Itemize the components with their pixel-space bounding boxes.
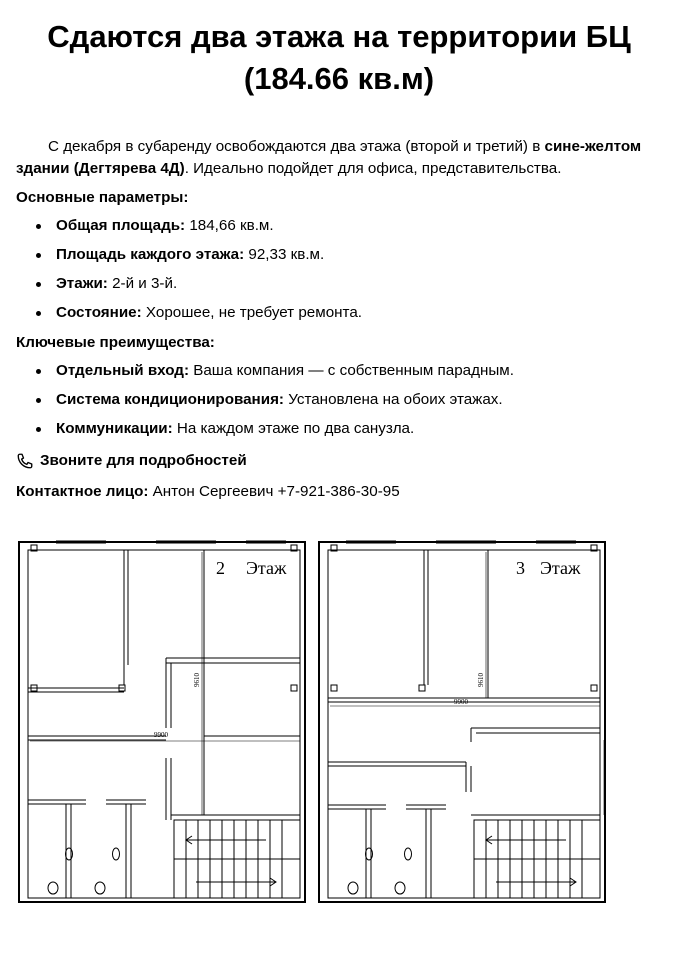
list-item (36, 303, 362, 332)
advantage-value: Установлена на обоих этажах. (284, 391, 503, 408)
list-item (36, 419, 514, 448)
intro-building-name: сине-желтом здании (Дегтярева 4Д) (16, 138, 642, 177)
height-dimension: 9610 (477, 673, 485, 687)
advantage-value: Ваша компания — с собственным парадным. (189, 362, 514, 379)
contact-value: Антон Сергеевич +7-921-386-30-95 (148, 483, 400, 500)
list-item (36, 390, 514, 419)
floor-label: Этаж (246, 558, 287, 578)
page-title (0, 16, 678, 100)
floor-number: 2 (216, 558, 225, 578)
param-label: Этажи: (56, 275, 108, 292)
advantage-label: Система кондиционирования: (56, 391, 284, 408)
advantages-list (36, 361, 514, 448)
floor-number: 3 (516, 558, 525, 578)
intro-paragraph (16, 136, 666, 180)
title-line-2: (184.66 кв.м) (243, 61, 435, 96)
phone-icon (16, 452, 34, 470)
list-item (36, 361, 514, 390)
list-item (36, 216, 362, 245)
floor-label: Этаж (540, 558, 581, 578)
param-value: 184,66 кв.м. (185, 217, 274, 234)
height-dimension: 9610 (193, 673, 201, 687)
contact-label: Контактное лицо: (16, 483, 149, 500)
params-heading: Основные параметры: (16, 189, 189, 206)
advantages-heading: Ключевые преимущества: (16, 334, 215, 351)
call-cta (16, 451, 247, 471)
list-item (36, 245, 362, 274)
call-text: Звоните для подробностей (40, 452, 247, 469)
intro-text-2: . Идеально подойдет для офиса, представительства. (184, 160, 562, 177)
floor-plan-3 (316, 530, 612, 920)
floor-plan-2 (16, 530, 312, 920)
param-value: 92,33 кв.м. (244, 246, 325, 263)
params-list (36, 216, 362, 332)
advantage-label: Отдельный вход: (56, 362, 190, 379)
param-value: 2-й и 3-й. (107, 275, 178, 292)
param-label: Площадь каждого этажа: (56, 246, 245, 263)
param-label: Состояние: (56, 304, 142, 321)
contact-line (16, 482, 400, 502)
param-label: Общая площадь: (56, 217, 186, 234)
advantage-value: На каждом этаже по два санузла. (172, 420, 415, 437)
width-dimension: 9900 (454, 698, 468, 706)
param-value: Хорошее, не требует ремонта. (141, 304, 362, 321)
list-item (36, 274, 362, 303)
advantage-label: Коммуникации: (56, 420, 173, 437)
title-line-1: Сдаются два этажа на территории БЦ (47, 19, 631, 54)
width-dimension: 9900 (154, 731, 168, 739)
intro-text-1: С декабря в субаренду освобождаются два этажа (второй и третий) в (48, 138, 545, 155)
